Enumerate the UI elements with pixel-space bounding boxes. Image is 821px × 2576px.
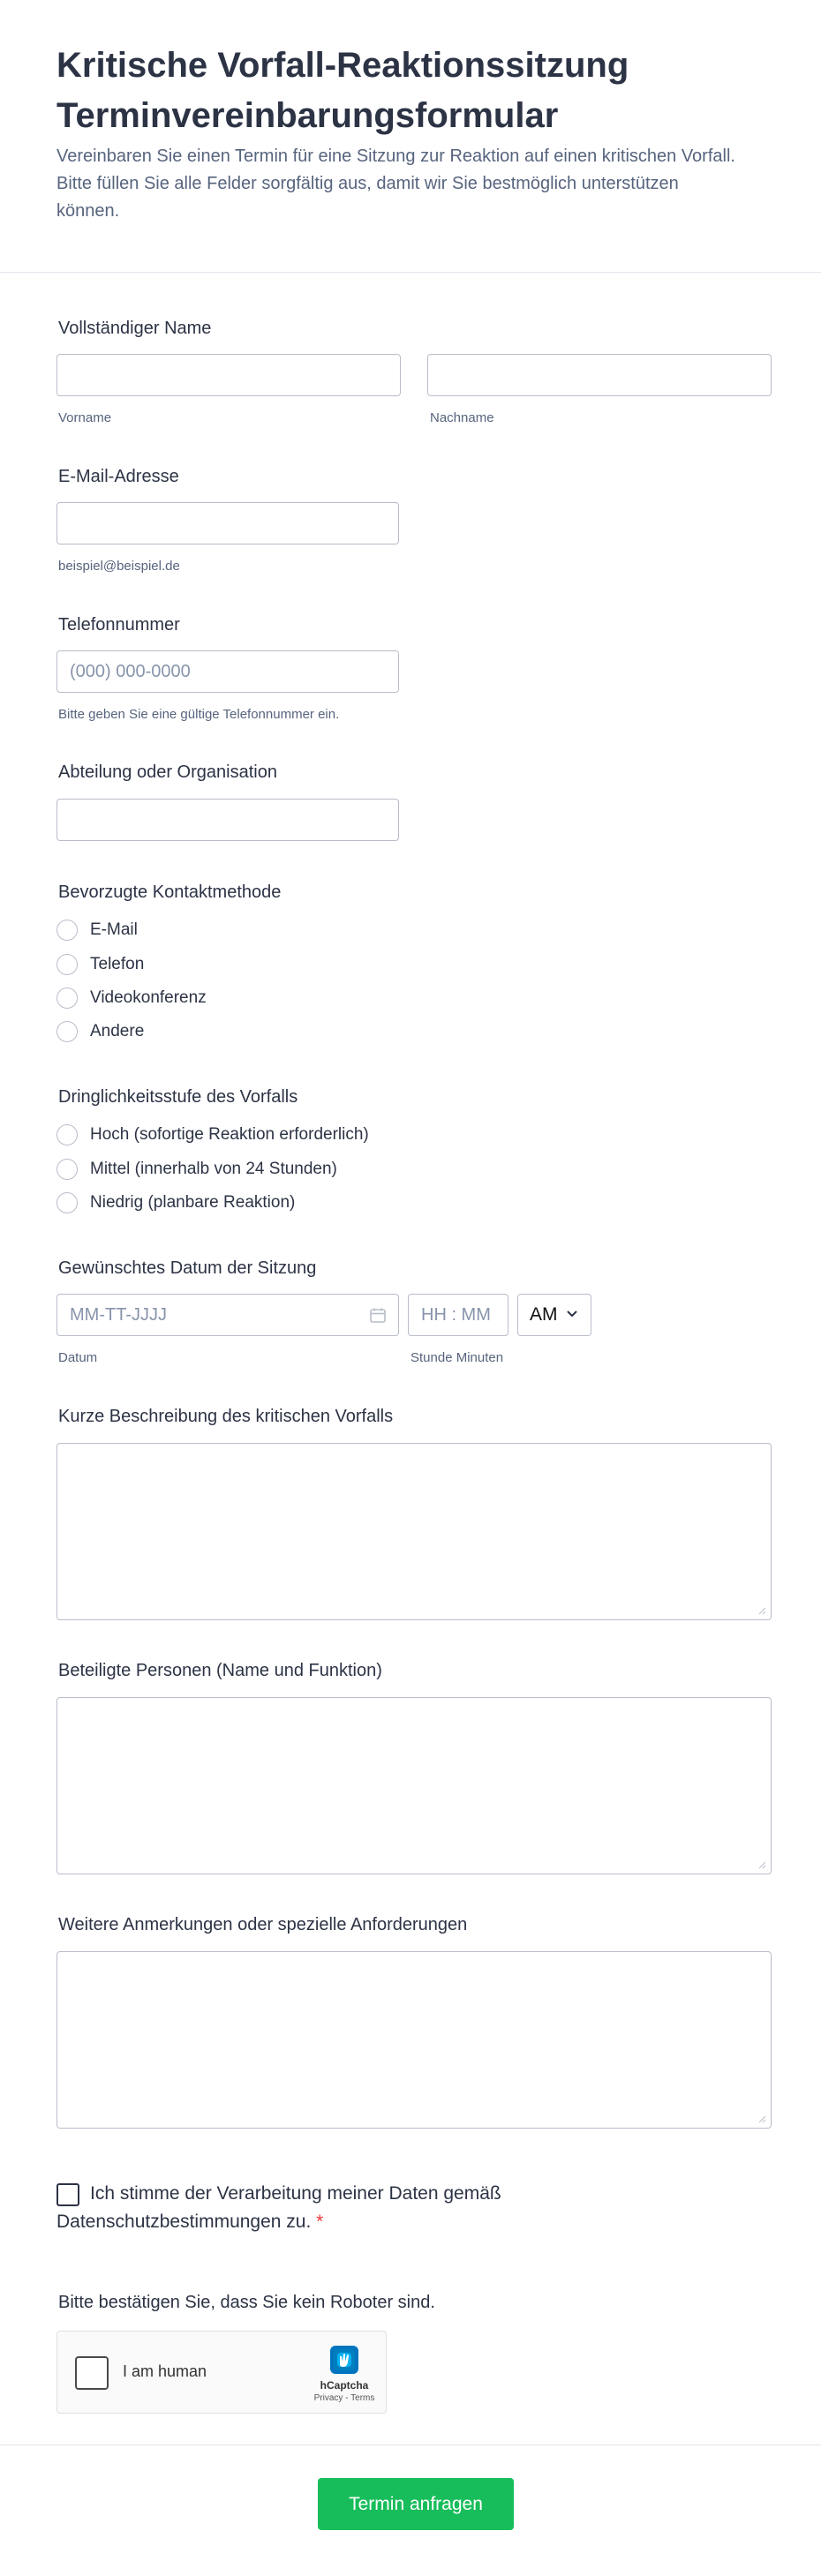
session-date-label: Gewünschtes Datum der Sitzung bbox=[58, 1258, 317, 1278]
captcha-label: Bitte bestätigen Sie, dass Sie kein Roboter sind. bbox=[58, 2293, 435, 2312]
captcha-privacy-terms-link[interactable]: Privacy - Terms bbox=[313, 2393, 375, 2403]
hcaptcha-logo-icon bbox=[327, 2342, 362, 2377]
radio-circle-icon[interactable] bbox=[56, 1124, 78, 1145]
radio-option-label: Hoch (sofortige Reaktion erforderlich) bbox=[90, 1125, 369, 1144]
ampm-value: AM bbox=[530, 1304, 558, 1325]
radio-option-label: Niedrig (planbare Reaktion) bbox=[90, 1193, 296, 1212]
time-sublabel: Stunde Minuten bbox=[410, 1350, 504, 1365]
notes-label: Weitere Anmerkungen oder spezielle Anforderungen bbox=[58, 1915, 468, 1934]
captcha-checkbox-label: I am human bbox=[123, 2362, 207, 2380]
radio-contact-email[interactable] bbox=[56, 917, 138, 943]
hcaptcha-widget bbox=[56, 2331, 387, 2414]
full-name-label: Vollständiger Name bbox=[58, 319, 212, 338]
form-title: Kritische Vorfall-Reaktionssitzung Terminvereinbarungsformular bbox=[56, 46, 629, 135]
email-sublabel: beispiel@beispiel.de bbox=[58, 559, 180, 574]
form-header bbox=[0, 0, 821, 273]
consent-checkbox[interactable] bbox=[56, 2183, 79, 2206]
time-input[interactable] bbox=[408, 1294, 508, 1336]
radio-circle-icon[interactable] bbox=[56, 920, 78, 941]
radio-urgency-high[interactable] bbox=[56, 1122, 369, 1148]
calendar-icon[interactable] bbox=[370, 1308, 386, 1323]
resize-grip-icon[interactable] bbox=[757, 2114, 766, 2123]
phone-label: Telefonnummer bbox=[58, 615, 180, 635]
date-input[interactable] bbox=[56, 1294, 399, 1336]
radio-circle-icon[interactable] bbox=[56, 1159, 78, 1180]
description-textarea[interactable] bbox=[56, 1443, 772, 1620]
hcaptcha-brand: hCaptcha bbox=[320, 2379, 369, 2392]
radio-option-label: Videokonferenz bbox=[90, 988, 207, 1007]
radio-circle-icon[interactable] bbox=[56, 1192, 78, 1213]
first-name-input[interactable] bbox=[56, 354, 401, 396]
participants-label: Beteiligte Personen (Name und Funktion) bbox=[58, 1661, 382, 1680]
radio-contact-other[interactable] bbox=[56, 1018, 144, 1045]
department-label: Abteilung oder Organisation bbox=[58, 762, 277, 782]
phone-sublabel: Bitte geben Sie eine gültige Telefonnummer ein. bbox=[58, 707, 340, 722]
radio-option-label: E-Mail bbox=[90, 920, 138, 939]
last-name-input[interactable] bbox=[427, 354, 772, 396]
required-mark: * bbox=[316, 2212, 324, 2232]
email-label: E-Mail-Adresse bbox=[58, 467, 179, 486]
consent-text bbox=[56, 2180, 551, 2236]
radio-circle-icon[interactable] bbox=[56, 954, 78, 975]
form-footer bbox=[0, 2445, 821, 2576]
ampm-select[interactable] bbox=[517, 1294, 591, 1336]
radio-circle-icon[interactable] bbox=[56, 1021, 78, 1042]
radio-option-label: Mittel (innerhalb von 24 Stunden) bbox=[90, 1160, 337, 1178]
email-input[interactable] bbox=[56, 502, 399, 544]
submit-button[interactable]: Termin anfragen bbox=[318, 2478, 514, 2530]
radio-contact-phone[interactable] bbox=[56, 951, 144, 978]
department-input[interactable] bbox=[56, 799, 399, 841]
date-sublabel: Datum bbox=[58, 1350, 98, 1365]
description-label: Kurze Beschreibung des kritischen Vorfalls bbox=[58, 1407, 394, 1426]
last-name-sublabel: Nachname bbox=[430, 410, 494, 425]
radio-contact-video[interactable] bbox=[56, 985, 207, 1011]
chevron-down-icon bbox=[566, 1310, 578, 1318]
radio-option-label: Telefon bbox=[90, 955, 145, 973]
captcha-checkbox[interactable] bbox=[75, 2356, 109, 2390]
consent-label: Ich stimme der Verarbeitung meiner Daten gemäß Datenschutzbestimmungen zu. bbox=[56, 2183, 501, 2232]
resize-grip-icon[interactable] bbox=[757, 1860, 766, 1869]
participants-textarea[interactable] bbox=[56, 1697, 772, 1874]
radio-urgency-medium[interactable] bbox=[56, 1156, 337, 1183]
resize-grip-icon[interactable] bbox=[757, 1606, 766, 1615]
phone-input[interactable] bbox=[56, 650, 399, 693]
first-name-sublabel: Vorname bbox=[58, 410, 112, 425]
notes-textarea[interactable] bbox=[56, 1951, 772, 2129]
contact-method-label: Bevorzugte Kontaktmethode bbox=[58, 882, 282, 902]
form-subtitle: Vereinbaren Sie einen Termin für eine Sitzung zur Reaktion auf einen kritischen Vorfall. Bitte füllen Sie alle Felder sorgfältig aus, damit wir Sie bestmöglich unterstützen können. bbox=[56, 146, 735, 221]
urgency-label: Dringlichkeitsstufe des Vorfalls bbox=[58, 1087, 298, 1107]
radio-circle-icon[interactable] bbox=[56, 988, 78, 1009]
radio-option-label: Andere bbox=[90, 1022, 145, 1040]
radio-urgency-low[interactable] bbox=[56, 1190, 295, 1216]
